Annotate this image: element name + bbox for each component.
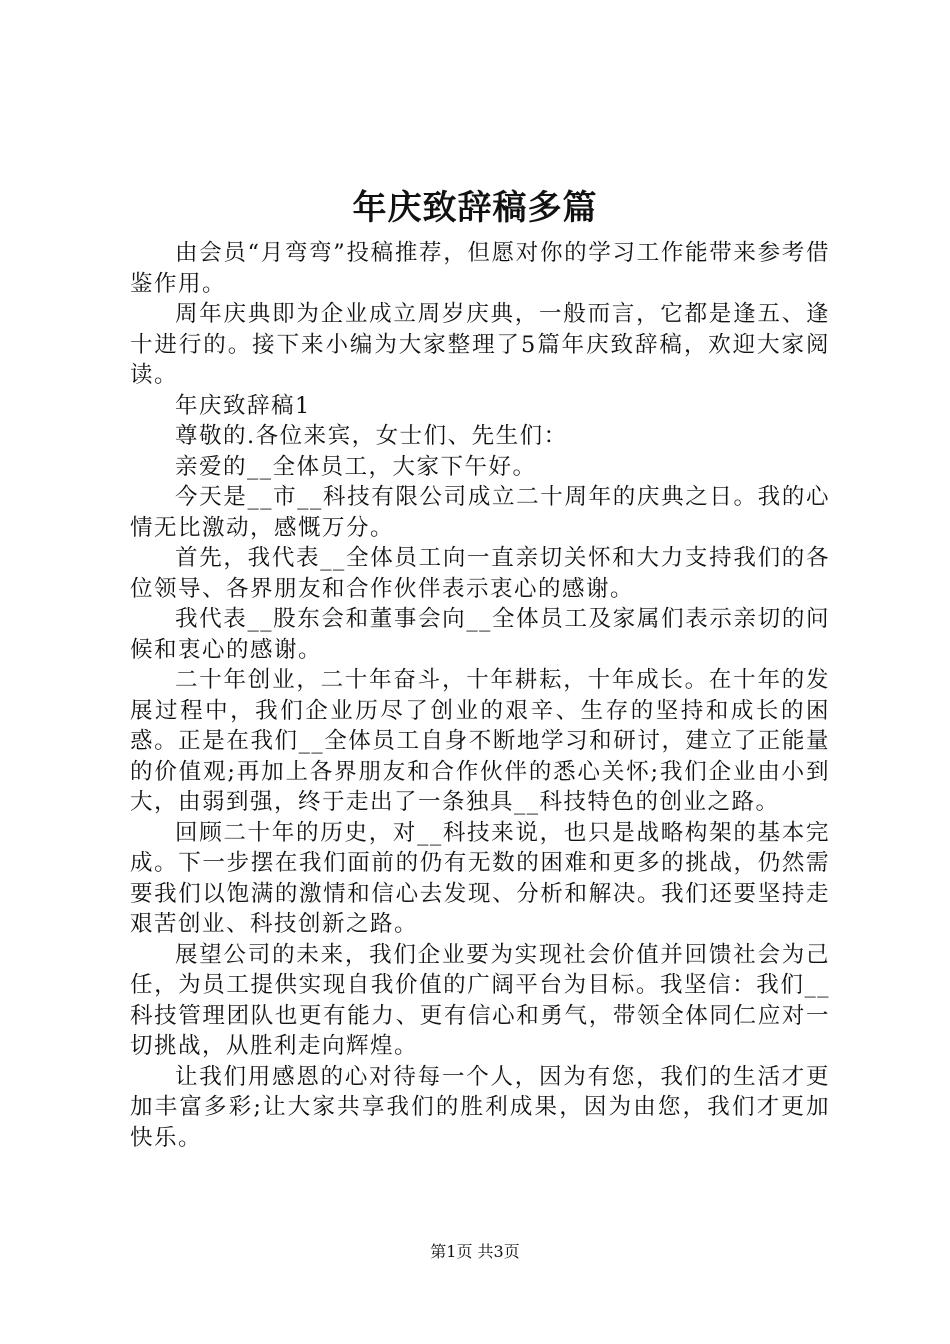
paragraph-outlook: 展望公司的未来，我们企业要为实现社会价值并回馈社会为己任，为员工提供实现自我价值的广阔平台为目标。我坚信：我们__科技管理团队也更有能力、更有信心和勇气，带领全体同仁应对一切挑战，从胜利走向辉煌。 <box>130 941 830 1059</box>
paragraph-salutation: 尊敬的.各位来宾，女士们、先生们： <box>175 423 568 449</box>
paragraph-greeting: 亲爱的__全体员工，大家下午好。 <box>175 453 537 480</box>
paragraph-history: 二十年创业，二十年奋斗，十年耕耘，十年成长。在十年的发展过程中，我们企业历尽了创业的艰辛、生存的坚持和成长的困惑。正是在我们__全体员工自身不断地学习和研讨，建立了正能量的价值观;再加上各界朋友和合作伙伴的悉心关怀;我们企业由小到大，由弱到强，终于走出了一条独具__科技特色的创业之路。 <box>130 667 830 815</box>
paragraph-summary: 周年庆典即为企业成立周岁庆典，一般而言，它都是逢五、逢十进行的。接下来小编为大家整理了5篇年庆致辞稿，欢迎大家阅读。 <box>130 301 830 388</box>
document-body <box>130 238 830 1153</box>
page-footer: 第1页 共3页 <box>430 1242 520 1261</box>
paragraph-intro: 由会员“月弯弯”投稿推荐，但愿对你的学习工作能带来参考借鉴作用。 <box>130 240 830 297</box>
document-title: 年庆致辞稿多篇 <box>352 188 598 228</box>
paragraph-thanks: 首先，我代表__全体员工向一直亲切关怀和大力支持我们的各位领导、各界朋友和合作伙伴表示衷心的感谢。 <box>130 545 830 602</box>
paragraph-review: 回顾二十年的历史，对__科技来说，也只是战略构架的基本完成。下一步摆在我们面前的仍有无数的困难和更多的挑战，仍然需要我们以饱满的激情和信心去发现、分析和解决。我们还要坚持走艰苦创业、科技创新之路。 <box>130 819 830 937</box>
paragraph-board-thanks: 我代表__股东会和董事会向__全体员工及家属们表示亲切的问候和衷心的感谢。 <box>130 606 830 663</box>
paragraph-occasion: 今天是__市__科技有限公司成立二十周年的庆典之日。我的心情无比激动，感慨万分。 <box>130 484 830 541</box>
paragraph-gratitude: 让我们用感恩的心对待每一个人，因为有您，我们的生活才更加丰富多彩;让大家共享我们的胜利成果，因为由您，我们才更加快乐。 <box>130 1063 830 1151</box>
section-heading: 年庆致辞稿1 <box>175 392 311 419</box>
